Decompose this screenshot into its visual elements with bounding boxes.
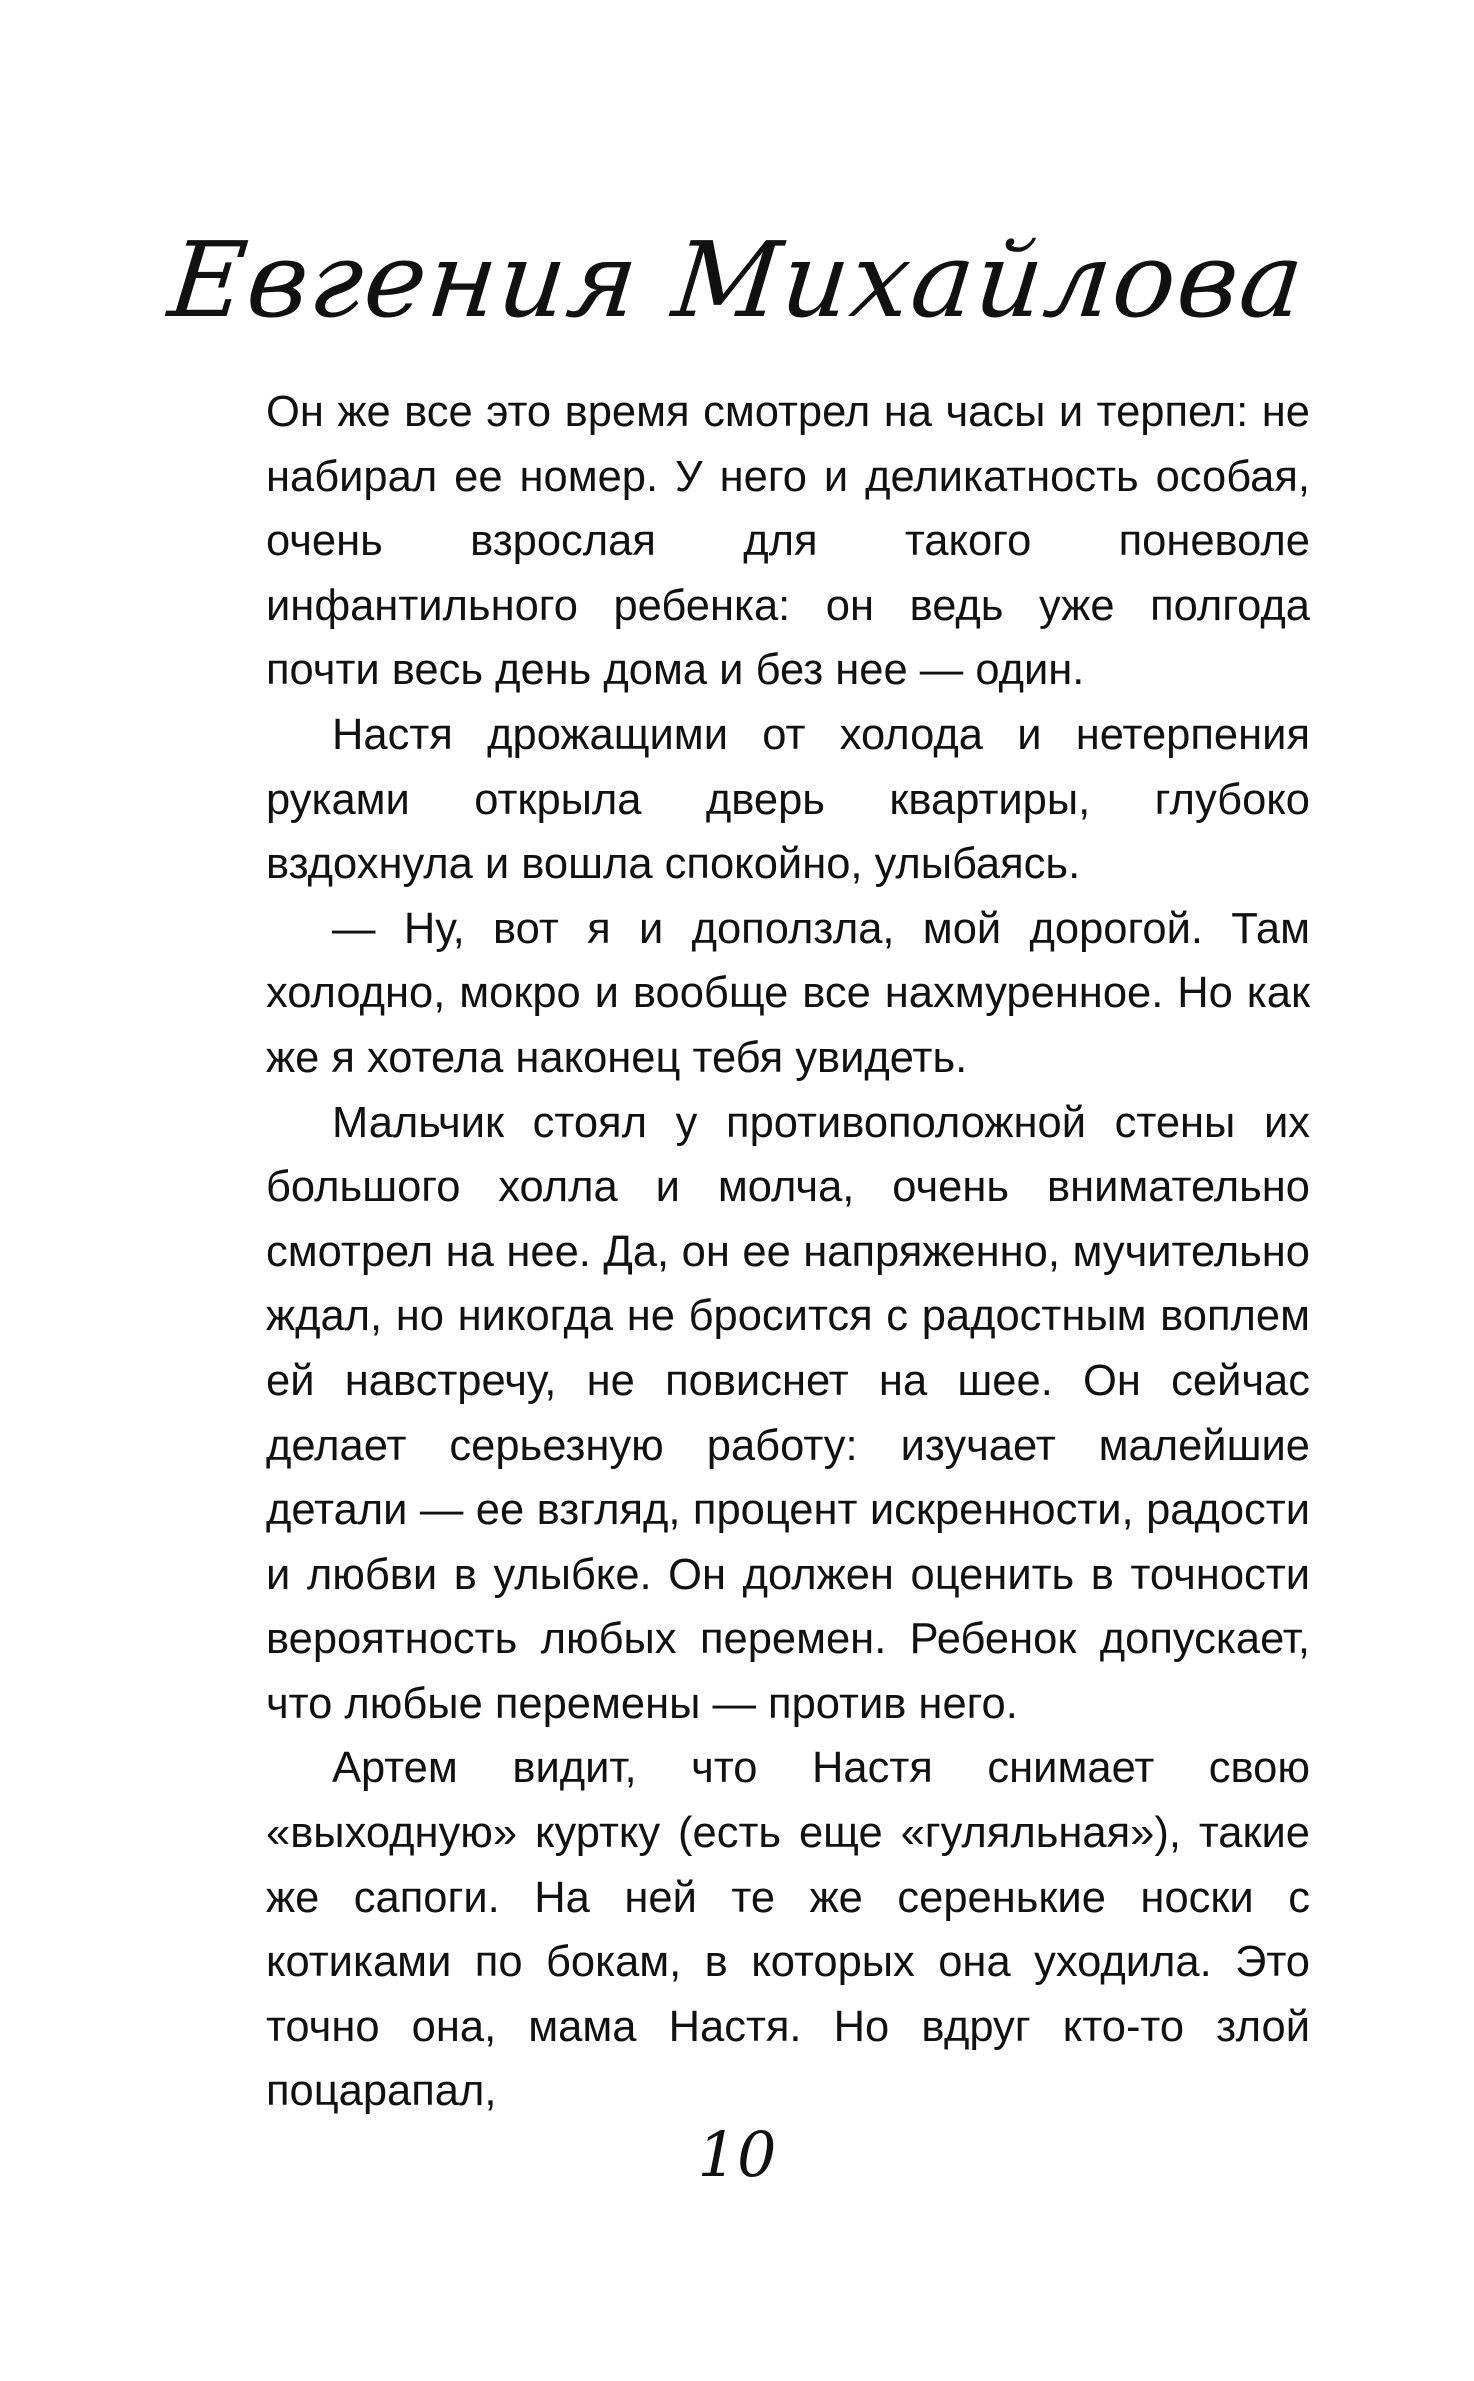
page-number: 10 <box>697 2118 777 2191</box>
author-name: Евгения Михайлова <box>163 219 1311 341</box>
paragraph: Артем видит, что Настя снимает свою «выходную» куртку (есть еще «гуляльная»), такие же сапоги. На ней те же серенькие носки с котиками по бокам, в которых она уходила. Это точно она, мама Настя. Но вдруг кто-то злой поцарапал, <box>266 1744 1310 2116</box>
body-text <box>266 380 1310 2124</box>
page-footer <box>0 2110 1474 2200</box>
paragraph: Мальчик стоял у противоположной стены их большого холла и молча, очень внимательно смотрел на нее. Да, он ее напряженно, мучительно ждал, но никогда не бросится с радостным воплем ей навстречу, не повиснет на шее. Он сейчас делает серьезную работу: изучает малейшие детали — ее взгляд, процент искренности, радости и любви в улыбке. Он должен оценить в точности вероятность любых перемен. Ребенок допускает, что любые перемены — против него. <box>266 1098 1310 1728</box>
paragraph: Он же все это время смотрел на часы и терпел: не набирал ее номер. У него и деликатность особая, очень взрослая для такого поневоле инфантильного ребенка: он ведь уже полгода почти весь день дома и без нее — один. <box>266 388 1310 695</box>
running-header <box>0 200 1474 360</box>
paragraph: — Ну, вот я и доползла, мой дорогой. Там холодно, мокро и вообще все нахмуренное. Но как же я хотела наконец тебя увидеть. <box>266 904 1310 1082</box>
paragraph: Настя дрожащими от холода и нетерпения руками открыла дверь квартиры, глубоко вздохнула и вошла спокойно, улыбаясь. <box>266 710 1310 889</box>
